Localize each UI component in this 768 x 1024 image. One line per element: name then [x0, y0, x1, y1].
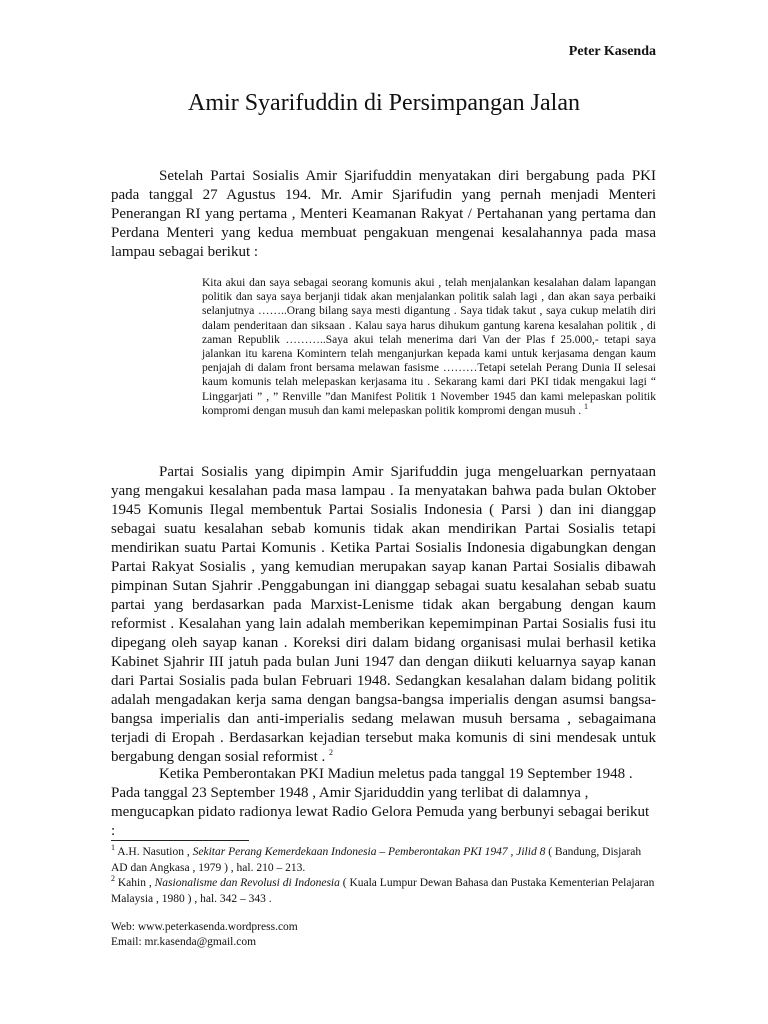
- footnote-1-book-title: Sekitar Perang Kemerdekaan Indonesia – Pemberontakan PKI 1947 , Jilid 8: [192, 846, 546, 858]
- paragraph-3: [111, 765, 656, 841]
- footnote-2-book-title: Nasionalisme dan Revolusi di Indonesia: [154, 877, 340, 889]
- email-link[interactable]: Email: mr.kasenda@gmail.com: [111, 936, 257, 948]
- footnote-2-number: 2: [111, 874, 115, 884]
- contact-info: [111, 920, 656, 950]
- paragraph-2: [111, 463, 656, 767]
- block-quote-text: Kita akui dan saya sebagai seorang komunis akui , telah menjalankan kesalahan dalam lapangan politik dan saya saya berjanji tidak akan menjalankan politik salah lagi , dan akan saya perbaiki selanjutnya ……..Orang bilang saya mesti digantung . Saya tidak takut , saya cukup melatih diri dalam penderitaan dan siksaan . Kalau saya harus dihukum gantung karena kesalahan politik , di zaman Republik ………..Saya akui telah menerima dari Van der Plas f 25.000,- tetapi saya jalankan itu karena Komintern telah menganjurkan kepada kami untuk kerjasama dengan kaum penjajah di dalam front bersama melawan fasisme ………Tetapi setelah Perang Dunia II selesai kaum komunis telah melepaskan kerjasama itu . Sekarang kami dari PKI tidak mengakui lagi “ Linggarjati ” , ” Renville ”dan Manifest Politik 1 November 1945 dan kami melepaskan politik kompromi dengan musuh dan kami melepaskan politik kompromi dengan musuh .: [202, 277, 656, 417]
- footnote-2: [111, 876, 656, 907]
- footnote-1: [111, 845, 656, 876]
- paragraph-3-text: Ketika Pemberontakan PKI Madiun meletus pada tanggal 19 September 1948 . Pada tanggal 23 September 1948 , Amir Sjariduddin yang terlibat di dalamnya , mengucapkan pidato radionya lewat Radio Gelora Pemuda yang berbunyi sebagai berikut :: [111, 766, 650, 839]
- paragraph-1: [111, 167, 656, 262]
- paragraph-1-text: Setelah Partai Sosialis Amir Sjarifuddin menyatakan diri bergabung pada PKI pada tanggal 27 Agustus 194. Mr. Amir Sjarifudin yang pernah menjadi Menteri Penerangan RI yang pertama , Menteri Keamanan Rakyat / Pertahanan yang pertama dan Perdana Menteri yang kedua membuat pengakuan mengenai kesalahannya pada masa lampau sebagai berikut :: [111, 168, 656, 260]
- footnote-ref-2[interactable]: 2: [329, 748, 334, 757]
- block-quote: [202, 276, 656, 418]
- author-name: Peter Kasenda: [568, 44, 656, 59]
- footnote-2-post: ( Kuala Lumpur Dewan Bahasa dan Pustaka Kementerian Pelajaran Malaysia , 1980 ) , hal. 342 – 343 .: [111, 877, 655, 905]
- footnote-1-post: ( Bandung, Disjarah AD dan Angkasa , 1979 ) , hal. 210 – 213.: [111, 846, 642, 874]
- footnotes: [111, 845, 656, 907]
- web-link[interactable]: Web: www.peterkasenda.wordpress.com: [111, 921, 298, 933]
- footnote-1-pre: A.H. Nasution ,: [115, 846, 193, 858]
- footnote-2-pre: Kahin ,: [115, 877, 155, 889]
- page-title: Amir Syarifuddin di Persimpangan Jalan: [188, 90, 580, 116]
- footnote-divider: [111, 840, 249, 841]
- footnote-ref-1[interactable]: 1: [584, 402, 588, 411]
- footnote-1-number: 1: [111, 843, 115, 853]
- paragraph-2-text: Partai Sosialis yang dipimpin Amir Sjarifuddin juga mengeluarkan pernyataan yang mengakui kesalahan pada masa lampau . Ia menyatakan bahwa pada bulan Oktober 1945 Komunis Ilegal membentuk Partai Sosialis Indonesia ( Parsi ) dan ini dianggap sebagai suatu kesalahan sebab komunis tidak akan mendirikan Partai Sosialis tetapi mendirikan suatu Partai Komunis . Ketika Partai Sosialis Indonesia digabungkan dengan Partai Rakyat Sosialis , yang kemudian merupakan sayap kanan Partai Sosialis dibawah pimpinan Sutan Sjahrir .Penggabungan ini dianggap sebagai suatu kesalahan sebab suatu partai yang berdasarkan pada Marxist-Lenisme tidak akan bergabung dengan kaum reformist . Kesalahan yang lain adalah memberikan kepemimpinan Partai Sosialis fusi itu dipegang oleh sayap kanan . Koreksi diri dalam bidang organisasi mulai berhasil ketika Kabinet Sjahrir III jatuh pada bulan Juni 1947 dan dengan diikuti keluarnya sayap kanan dari Partai Sosialis pada bulan Februari 1948. Sedangkan kesalahan dalam bidang politik adalah mengadakan kerja sama dengan bangsa-bangsa imperialis dengan asumsi bangsa-bangsa imperialis dan anti-imperialis sedang melawan musuh bersama , sebagaimana terjadi di Eropah . Berdasarkan kejadian tersebut maka komunis di sini mendesak untuk bergabung dengan sosial reformist .: [111, 464, 656, 765]
